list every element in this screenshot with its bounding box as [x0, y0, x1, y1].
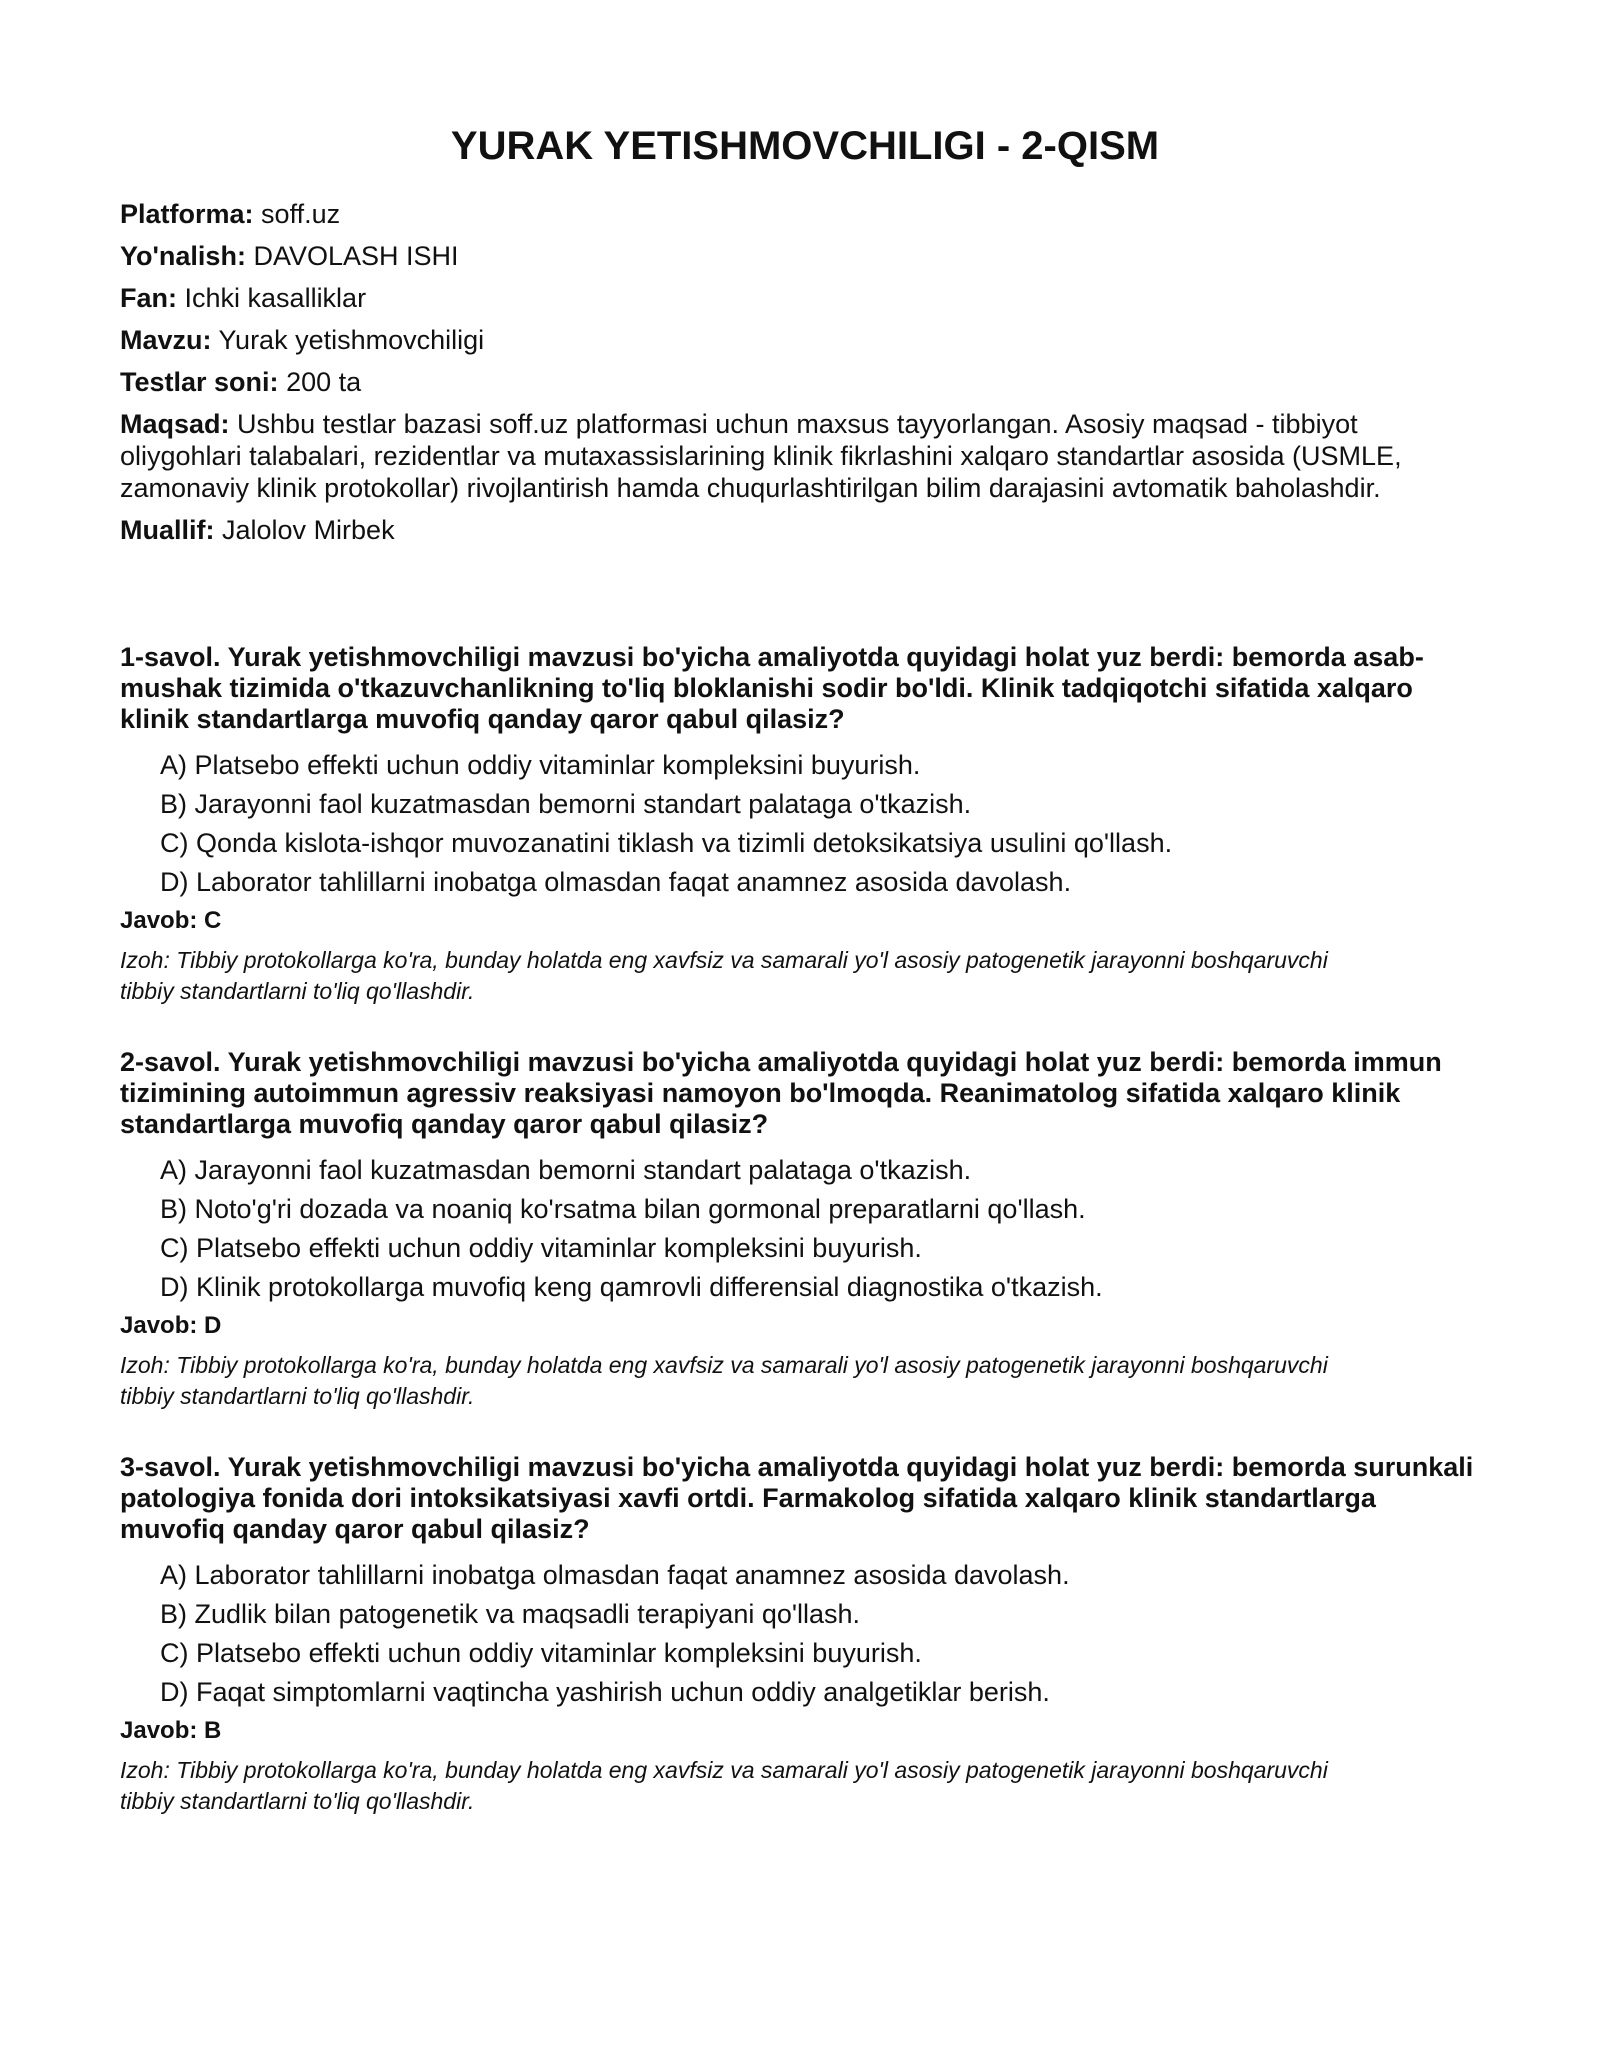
question-3: [120, 1452, 1480, 1817]
meta-value: Ushbu testlar bazasi soff.uz platformasi uchun maxsus tayyorlangan. Asosiy maqsad - tibbiyot oliygohlari talabalari, rezidentlar va mutaxassislarining klinik fikrlashini xalqaro standartlar asosida (USMLE, zamonaviy klinik protokollar) rivojlantirish hamda chuqurlashtirilgan bilim darajasini avtomatik baholashdir.: [120, 409, 1402, 503]
meta-label: Fan:: [120, 283, 177, 313]
meta-value: Jalolov Mirbek: [222, 515, 395, 545]
option-b: B) Zudlik bilan patogenetik va maqsadli terapiyani qo'llash.: [160, 1599, 861, 1629]
question-text: 3-savol. Yurak yetishmovchiligi mavzusi bo'yicha amaliyotda quyidagi holat yuz berdi: bemorda surunkali patologiya fonida dori intoksikatsiyasi xavfi ortdi. Farmakolog sifatida xalqaro klinik standartlarga muvofiq qanday qaror qabul qilasiz?: [120, 1452, 1474, 1544]
meta-value: Ichki kasalliklar: [184, 283, 367, 313]
meta-value: Yurak yetishmovchiligi: [218, 325, 485, 355]
answer-text: Javob: B: [120, 1717, 222, 1744]
option-d: D) Faqat simptomlarni vaqtincha yashirish uchun oddiy analgetiklar berish.: [160, 1677, 1050, 1707]
option-list: [120, 1154, 1480, 1303]
meta-subject: [120, 282, 1480, 314]
meta-test-count: [120, 366, 1480, 398]
answer-text: Javob: C: [120, 907, 222, 934]
option-c: C) Qonda kislota-ishqor muvozanatini tiklash va tizimli detoksikatsiya usulini qo'llash.: [160, 828, 1173, 858]
explanation-note: Izoh: Tibbiy protokollarga ko'ra, bunday holatda eng xavfsiz va samarali yo'l asosiy patogenetik jarayonni boshqaruvchi tibbiy standartlarni to'liq qo'llashdir.: [120, 1352, 1328, 1409]
meta-direction: [120, 240, 1480, 272]
option-list: [120, 749, 1480, 898]
meta-label: Testlar soni:: [120, 367, 279, 397]
answer-text: Javob: D: [120, 1312, 222, 1339]
option-list: [120, 1559, 1480, 1708]
document-page: [120, 118, 1480, 1857]
explanation-note: Izoh: Tibbiy protokollarga ko'ra, bunday holatda eng xavfsiz va samarali yo'l asosiy patogenetik jarayonni boshqaruvchi tibbiy standartlarni to'liq qo'llashdir.: [120, 947, 1328, 1004]
explanation-note: Izoh: Tibbiy protokollarga ko'ra, bunday holatda eng xavfsiz va samarali yo'l asosiy patogenetik jarayonni boshqaruvchi tibbiy standartlarni to'liq qo'llashdir.: [120, 1757, 1328, 1814]
option-a: A) Laborator tahlillarni inobatga olmasdan faqat anamnez asosida davolash.: [160, 1560, 1070, 1590]
meta-value: soff.uz: [261, 199, 341, 229]
meta-platform: [120, 198, 1480, 230]
option-c: C) Platsebo effekti uchun oddiy vitaminlar kompleksini buyurish.: [160, 1233, 922, 1263]
document-title: YURAK YETISHMOVCHILIGI - 2-QISM: [450, 124, 1160, 168]
document-meta: [120, 198, 1480, 546]
question-2: [120, 1047, 1480, 1412]
option-b: B) Jarayonni faol kuzatmasdan bemorni standart palataga o'tkazish.: [160, 789, 972, 819]
meta-label: Muallif:: [120, 515, 215, 545]
meta-label: Yo'nalish:: [120, 241, 246, 271]
section-spacer: [120, 556, 1480, 642]
meta-purpose: [120, 408, 1480, 504]
option-b: B) Noto'g'ri dozada va noaniq ko'rsatma bilan gormonal preparatlarni qo'llash.: [160, 1194, 1086, 1224]
question-text: 1-savol. Yurak yetishmovchiligi mavzusi bo'yicha amaliyotda quyidagi holat yuz berdi: bemorda asab-mushak tizimida o'tkazuvchanlikning to'liq bloklanishi sodir bo'ldi. Klinik tadqiqotchi sifatida xalqaro klinik standartlarga muvofiq qanday qaror qabul qilasiz?: [120, 642, 1424, 734]
option-d: D) Laborator tahlillarni inobatga olmasdan faqat anamnez asosida davolash.: [160, 867, 1072, 897]
meta-label: Mavzu:: [120, 325, 212, 355]
question-text: 2-savol. Yurak yetishmovchiligi mavzusi bo'yicha amaliyotda quyidagi holat yuz berdi: bemorda immun tizimining autoimmun agressiv reaksiyasi namoyon bo'lmoqda. Reanimatolog sifatida xalqaro klinik standartlarga muvofiq qanday qaror qabul qilasiz?: [120, 1047, 1442, 1139]
meta-label: Platforma:: [120, 199, 254, 229]
meta-topic: [120, 324, 1480, 356]
option-a: A) Platsebo effekti uchun oddiy vitaminlar kompleksini buyurish.: [160, 750, 921, 780]
meta-author: [120, 514, 1480, 546]
option-d: D) Klinik protokollarga muvofiq keng qamrovli differensial diagnostika o'tkazish.: [160, 1272, 1103, 1302]
question-1: [120, 642, 1480, 1007]
meta-value: 200 ta: [286, 367, 362, 397]
option-c: C) Platsebo effekti uchun oddiy vitaminlar kompleksini buyurish.: [160, 1638, 922, 1668]
option-a: A) Jarayonni faol kuzatmasdan bemorni standart palataga o'tkazish.: [160, 1155, 972, 1185]
meta-label: Maqsad:: [120, 409, 230, 439]
meta-value: DAVOLASH ISHI: [253, 241, 459, 271]
